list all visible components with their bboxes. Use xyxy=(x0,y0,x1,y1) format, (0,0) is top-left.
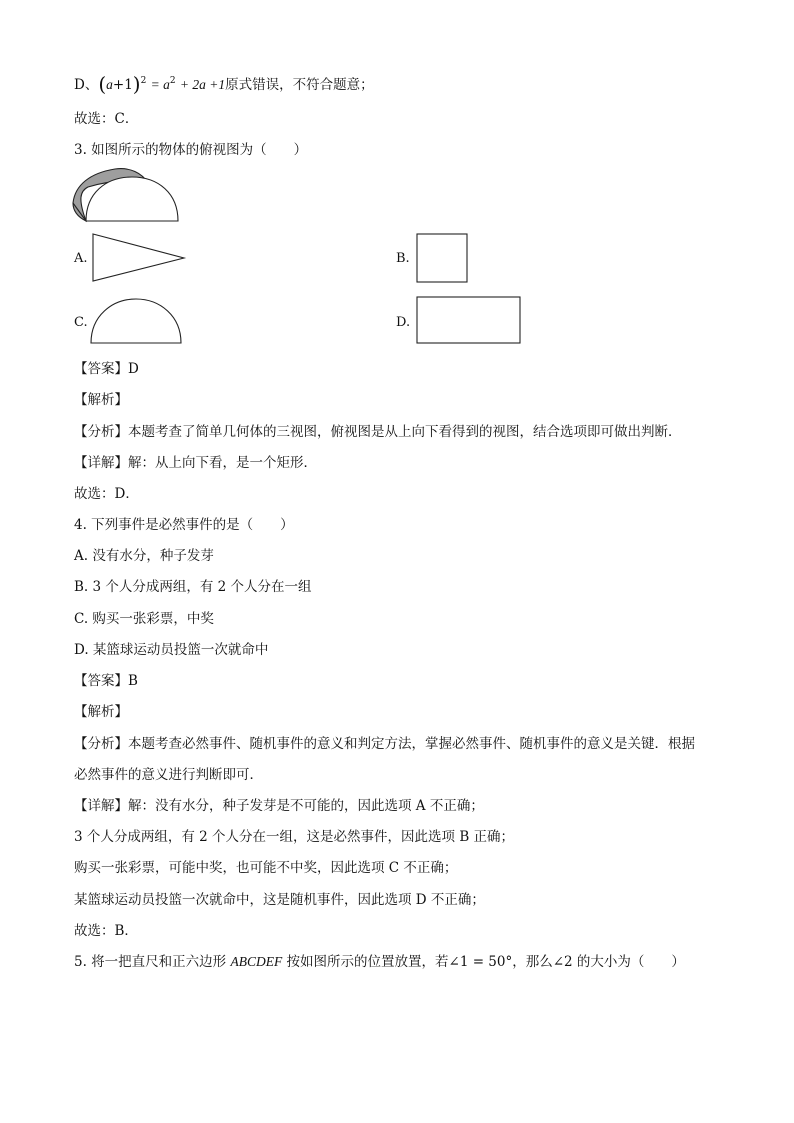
q3-object-figure xyxy=(70,165,182,225)
q4-option-d[interactable]: D. 某篮球运动员投篮一次就命中 xyxy=(74,642,269,658)
prev-option-d: D、$(a+1)^2 = a^2 + 2a +1$原式错误，不符合题意； xyxy=(74,72,374,96)
q3-option-d-rectangle[interactable] xyxy=(416,296,522,346)
q4-answer: 【答案】B xyxy=(74,673,138,689)
q3-option-a-label[interactable]: A. xyxy=(74,251,88,266)
q4-choose: 故选：B． xyxy=(74,923,138,939)
expr-rhs2: + 2a +1 xyxy=(179,77,226,92)
expr-plus: +1 xyxy=(112,77,133,93)
q3-option-c-semicircle[interactable] xyxy=(90,296,184,346)
expr-base: a xyxy=(106,77,113,92)
q5-stem-a: 5. 将一把直尺和正六边形 xyxy=(74,954,231,970)
q3-option-b-label[interactable]: B. xyxy=(396,251,410,266)
prev-answer: 故选：C． xyxy=(74,111,139,127)
prev-option-d-label: D、 xyxy=(74,77,99,93)
q5-stem-math: ABCDEF xyxy=(230,954,283,969)
q4-option-a[interactable]: A. 没有水分，种子发芽 xyxy=(74,548,214,564)
q3-stem: 3. 如图所示的物体的俯视图为（ ） xyxy=(74,142,308,158)
q5-stem xyxy=(74,953,685,971)
q3-choose: 故选：D． xyxy=(74,486,139,502)
q3-option-a-triangle[interactable] xyxy=(92,233,188,283)
q5-stem-b: 按如图所示的位置放置，若∠1 = 50°，那么∠2 的大小为（ ） xyxy=(282,954,685,970)
q3-analysis: 【分析】本题考查了简单几何体的三视图，俯视图是从上向下看得到的视图，结合选项即可做出判断． xyxy=(74,424,682,440)
q4-detail-2: 3 个人分成两组，有 2 个人分在一组，这是必然事件，因此选项 B 正确； xyxy=(74,829,515,845)
q4-stem: 4. 下列事件是必然事件的是（ ） xyxy=(74,517,294,533)
q4-detail-1: 【详解】解：没有水分，种子发芽是不可能的，因此选项 A 不正确； xyxy=(74,798,484,814)
q4-detail-3: 购买一张彩票，可能中奖，也可能不中奖，因此选项 C 不正确； xyxy=(74,860,458,876)
q3-option-d-label[interactable]: D. xyxy=(396,315,411,330)
expr-rhs1-exp: 2 xyxy=(169,76,176,86)
q4-analysis-1: 【分析】本题考查必然事件、随机事件的意义和判定方法，掌握必然事件、随机事件的意义是关键．根据 xyxy=(74,736,695,752)
q3-option-b-square[interactable] xyxy=(416,233,470,284)
q4-analysis-2: 必然事件的意义进行判断即可． xyxy=(74,767,263,783)
q4-detail-4: 某篮球运动员投篮一次就命中，这是随机事件，因此选项 D 不正确； xyxy=(74,892,485,908)
q4-option-c[interactable]: C. 购买一张彩票，中奖 xyxy=(74,611,214,627)
q4-analysis-head: 【解析】 xyxy=(74,704,128,720)
q3-answer: 【答案】D xyxy=(74,361,139,377)
q4-option-b[interactable]: B. 3 个人分成两组，有 2 个人分在一组 xyxy=(74,579,312,595)
expr-rhs1: = a xyxy=(150,77,170,92)
prev-option-d-text: 原式错误，不符合题意； xyxy=(225,77,374,93)
q3-option-c-label[interactable]: C. xyxy=(74,315,88,330)
q3-analysis-head: 【解析】 xyxy=(74,392,128,408)
expr-exp: 2 xyxy=(140,76,147,86)
q3-detail: 【详解】解：从上向下看，是一个矩形． xyxy=(74,455,317,471)
